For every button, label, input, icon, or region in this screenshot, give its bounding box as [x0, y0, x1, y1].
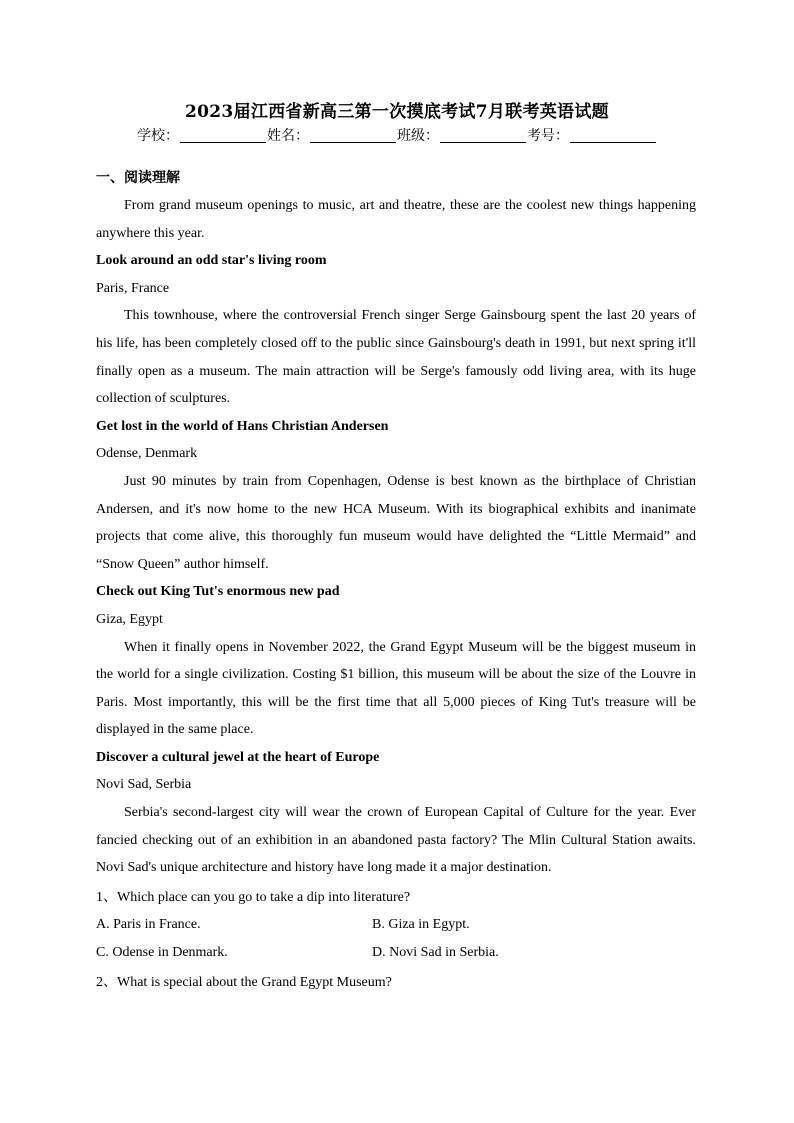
option-b[interactable]: B. Giza in Egypt. [372, 917, 470, 933]
exam-number-blank[interactable] [570, 127, 656, 143]
passage [96, 413, 696, 579]
name-blank[interactable] [310, 127, 396, 143]
passage-location: Novi Sad, Serbia [96, 777, 192, 793]
passage-location: Giza, Egypt [96, 611, 163, 627]
school-label: 学校： [137, 128, 179, 144]
passage-location: Odense, Denmark [96, 446, 198, 462]
options-row [96, 911, 696, 939]
intro-paragraph: From grand museum openings to music, art and theatre, these are the coolest new things happening anywhere this year. [96, 198, 696, 241]
exam-title: 2023届江西省新高三第一次摸底考试7月联考英语试题 [185, 102, 609, 122]
passage [96, 247, 696, 413]
option-c[interactable]: C. Odense in Denmark. [96, 945, 228, 961]
passage-body: Serbia's second-largest city will wear the crown of European Capital of Culture for the year. Ever fancied checking out of an exhibition in an abandoned pasta factory? The Mlin Cultural Station awaits. Novi Sad's unique architecture and history have long made it a major destination. [96, 805, 696, 876]
option-d[interactable]: D. Novi Sad in Serbia. [372, 945, 499, 961]
exam-content [96, 166, 696, 996]
school-blank[interactable] [180, 127, 266, 143]
passage-body: This townhouse, where the controversial French singer Serge Gainsbourg spent the last 20 years of his life, has been completely closed off to the public since Gainsbourg's death in 1991, but next spring it'll finally open as a museum. The main attraction will be Serge's famously odd living area, with its huge collection of sculptures. [96, 308, 696, 407]
class-blank[interactable] [440, 127, 526, 143]
passage-heading: Look around an odd star's living room [96, 253, 327, 269]
exam-number-label: 考号： [527, 128, 569, 144]
name-label: 姓名： [267, 128, 309, 144]
class-label: 班级： [397, 128, 439, 144]
passage-heading: Get lost in the world of Hans Christian Andersen [96, 418, 389, 434]
student-info-line [0, 125, 794, 145]
passage [96, 744, 696, 882]
question-text: 2、What is special about the Grand Egypt Museum? [96, 974, 392, 990]
option-a[interactable]: A. Paris in France. [96, 917, 201, 933]
passage-location: Paris, France [96, 280, 170, 296]
passage [96, 578, 696, 744]
passage-heading: Check out King Tut's enormous new pad [96, 584, 340, 600]
question-2 [96, 969, 696, 997]
passage-body: When it finally opens in November 2022, the Grand Egypt Museum will be the biggest museum in the world for a single civilization. Costing $1 billion, this museum will be about the size of the Louvre in Paris. Most importantly, this will be the first time that all 5,000 pieces of King Tut's treasure will be displayed in the same place. [96, 639, 696, 738]
question-1 [96, 884, 696, 967]
passage-body: Just 90 minutes by train from Copenhagen, Odense is best known as the birthplace of Christian Andersen, and it's now home to the new HCA Museum. With its biographical exhibits and inanimate projects that come alive, this thoroughly fun museum would have delighted the “Little Mermaid” and “Snow Queen” author himself. [96, 473, 696, 572]
options-row [96, 939, 696, 967]
question-text: 1、Which place can you go to take a dip into literature? [96, 889, 411, 905]
section-title: 一、阅读理解 [96, 170, 180, 186]
passage-heading: Discover a cultural jewel at the heart of Europe [96, 749, 380, 765]
